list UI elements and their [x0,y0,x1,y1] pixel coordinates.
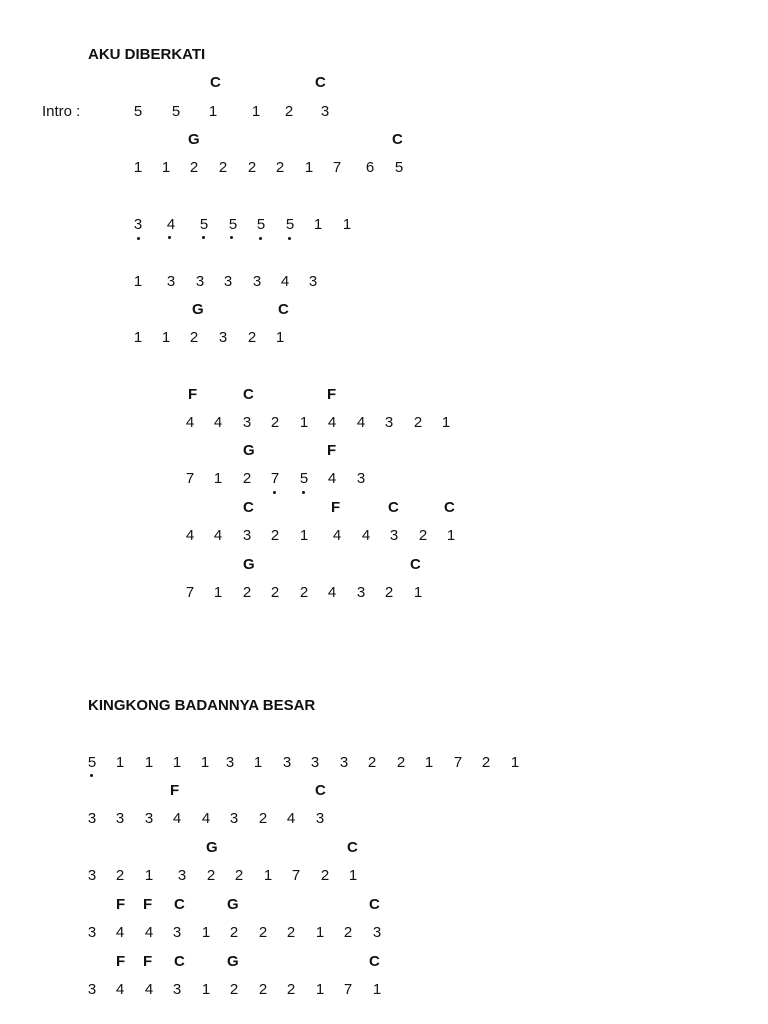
note: 4 [115,981,125,998]
chord-label: G [243,556,255,573]
note: 2 [229,924,239,941]
chord-label: C [174,953,185,970]
note: 3 [310,754,320,771]
note: 4 [280,273,290,290]
note: 4 [213,527,223,544]
note: 1 [133,159,143,176]
note: 3 [282,754,292,771]
note: 1 [372,981,382,998]
note: 4 [332,527,342,544]
note: 4 [213,414,223,431]
note: 2 [367,754,377,771]
low-octave-dot [137,237,140,240]
note: 1 [133,329,143,346]
note: 4 [327,414,337,431]
note: 2 [396,754,406,771]
low-octave-dot [230,236,233,239]
note: 1 [115,754,125,771]
chord-label: G [206,839,218,856]
note: 3 [229,810,239,827]
note: 1 [144,754,154,771]
note-low: 5 [285,216,295,233]
note: 1 [299,527,309,544]
note: 4 [115,924,125,941]
note-low: 3 [133,216,143,233]
note: 2 [206,867,216,884]
chord-label: C [347,839,358,856]
note: 7 [453,754,463,771]
note: 1 [213,470,223,487]
note: 2 [284,103,294,120]
note: 3 [339,754,349,771]
note: 1 [348,867,358,884]
low-octave-dot [302,491,305,494]
note: 2 [258,924,268,941]
note: 5 [394,159,404,176]
chord-label: C [388,499,399,516]
note: 1 [208,103,218,120]
note: 2 [286,981,296,998]
note-low: 7 [270,470,280,487]
note: 4 [327,584,337,601]
note: 3 [166,273,176,290]
note: 2 [270,414,280,431]
note: 1 [201,924,211,941]
chord-label: F [170,782,180,799]
note: 6 [365,159,375,176]
note: 5 [133,103,143,120]
note: 2 [299,584,309,601]
note: 1 [424,754,434,771]
note: 2 [384,584,394,601]
note: 2 [242,470,252,487]
low-octave-dot [288,237,291,240]
note: 3 [320,103,330,120]
note: 1 [200,754,210,771]
note: 2 [242,584,252,601]
chord-label: F [327,386,337,403]
note-low: 5 [199,216,209,233]
note: 4 [201,810,211,827]
low-octave-dot [168,236,171,239]
note: 4 [361,527,371,544]
chord-label: F [116,953,126,970]
note: 1 [510,754,520,771]
note: 4 [286,810,296,827]
chord-label: C [315,74,326,91]
note: 1 [315,924,325,941]
note: 1 [446,527,456,544]
note: 2 [258,981,268,998]
note-low: 5 [299,470,309,487]
note: 5 [171,103,181,120]
chord-label: C [369,896,380,913]
chord-label: C [243,386,254,403]
note: 1 [201,981,211,998]
note: 1 [342,216,352,233]
note: 3 [87,924,97,941]
note: 1 [313,216,323,233]
note: 3 [389,527,399,544]
note: 3 [242,527,252,544]
note: 4 [172,810,182,827]
note: 2 [343,924,353,941]
chord-label: G [192,301,204,318]
note: 3 [115,810,125,827]
chord-label: C [315,782,326,799]
note: 7 [332,159,342,176]
note: 3 [172,924,182,941]
note: 3 [144,810,154,827]
chord-label: C [243,499,254,516]
chord-label: C [210,74,221,91]
intro-label: Intro : [42,103,81,120]
note: 4 [185,414,195,431]
note: 2 [418,527,428,544]
chord-label: F [143,896,153,913]
chord-label: F [331,499,341,516]
note: 3 [315,810,325,827]
chord-label: C [369,953,380,970]
chord-label: G [227,953,239,970]
note: 3 [223,273,233,290]
chord-label: F [116,896,126,913]
song-title: AKU DIBERKATI [88,46,206,63]
chord-label: C [444,499,455,516]
note: 1 [253,754,263,771]
song-title: KINGKONG BADANNYA BESAR [88,697,316,714]
note: 2 [258,810,268,827]
note: 1 [413,584,423,601]
note: 1 [299,414,309,431]
note: 1 [161,159,171,176]
note: 7 [185,470,195,487]
chord-label: C [410,556,421,573]
note: 1 [304,159,314,176]
note: 1 [315,981,325,998]
note: 1 [275,329,285,346]
note: 2 [320,867,330,884]
note: 2 [286,924,296,941]
note: 2 [275,159,285,176]
note: 3 [252,273,262,290]
note: 1 [172,754,182,771]
chord-label: F [327,442,337,459]
note: 3 [356,470,366,487]
chord-label: C [392,131,403,148]
note: 7 [291,867,301,884]
note: 2 [218,159,228,176]
note: 4 [144,981,154,998]
chord-label: F [188,386,198,403]
note: 2 [413,414,423,431]
note: 1 [133,273,143,290]
note: 1 [441,414,451,431]
note: 2 [270,527,280,544]
note: 7 [343,981,353,998]
note: 3 [172,981,182,998]
note: 2 [189,329,199,346]
note: 1 [263,867,273,884]
note: 4 [144,924,154,941]
chord-label: C [278,301,289,318]
note: 2 [234,867,244,884]
low-octave-dot [259,237,262,240]
note: 3 [177,867,187,884]
note: 2 [115,867,125,884]
note: 3 [218,329,228,346]
note: 3 [308,273,318,290]
note-low: 5 [87,754,97,771]
note: 3 [242,414,252,431]
note: 3 [87,867,97,884]
low-octave-dot [90,774,93,777]
note: 2 [247,159,257,176]
note: 1 [251,103,261,120]
chord-label: G [243,442,255,459]
note: 2 [481,754,491,771]
note: 1 [161,329,171,346]
note: 3 [87,810,97,827]
note: 4 [327,470,337,487]
note: 1 [213,584,223,601]
note: 3 [87,981,97,998]
note: 2 [247,329,257,346]
note: 2 [270,584,280,601]
note: 2 [229,981,239,998]
low-octave-dot [273,491,276,494]
note: 3 [356,584,366,601]
note: 3 [384,414,394,431]
note-low: 4 [166,216,176,233]
chord-label: F [143,953,153,970]
note: 7 [185,584,195,601]
chord-label: C [174,896,185,913]
note: 1 [144,867,154,884]
note-low: 5 [256,216,266,233]
chord-label: G [227,896,239,913]
note: 3 [195,273,205,290]
note: 3 [225,754,235,771]
note: 3 [372,924,382,941]
note: 4 [185,527,195,544]
low-octave-dot [202,236,205,239]
note: 4 [356,414,366,431]
note-low: 5 [228,216,238,233]
note: 2 [189,159,199,176]
chord-label: G [188,131,200,148]
